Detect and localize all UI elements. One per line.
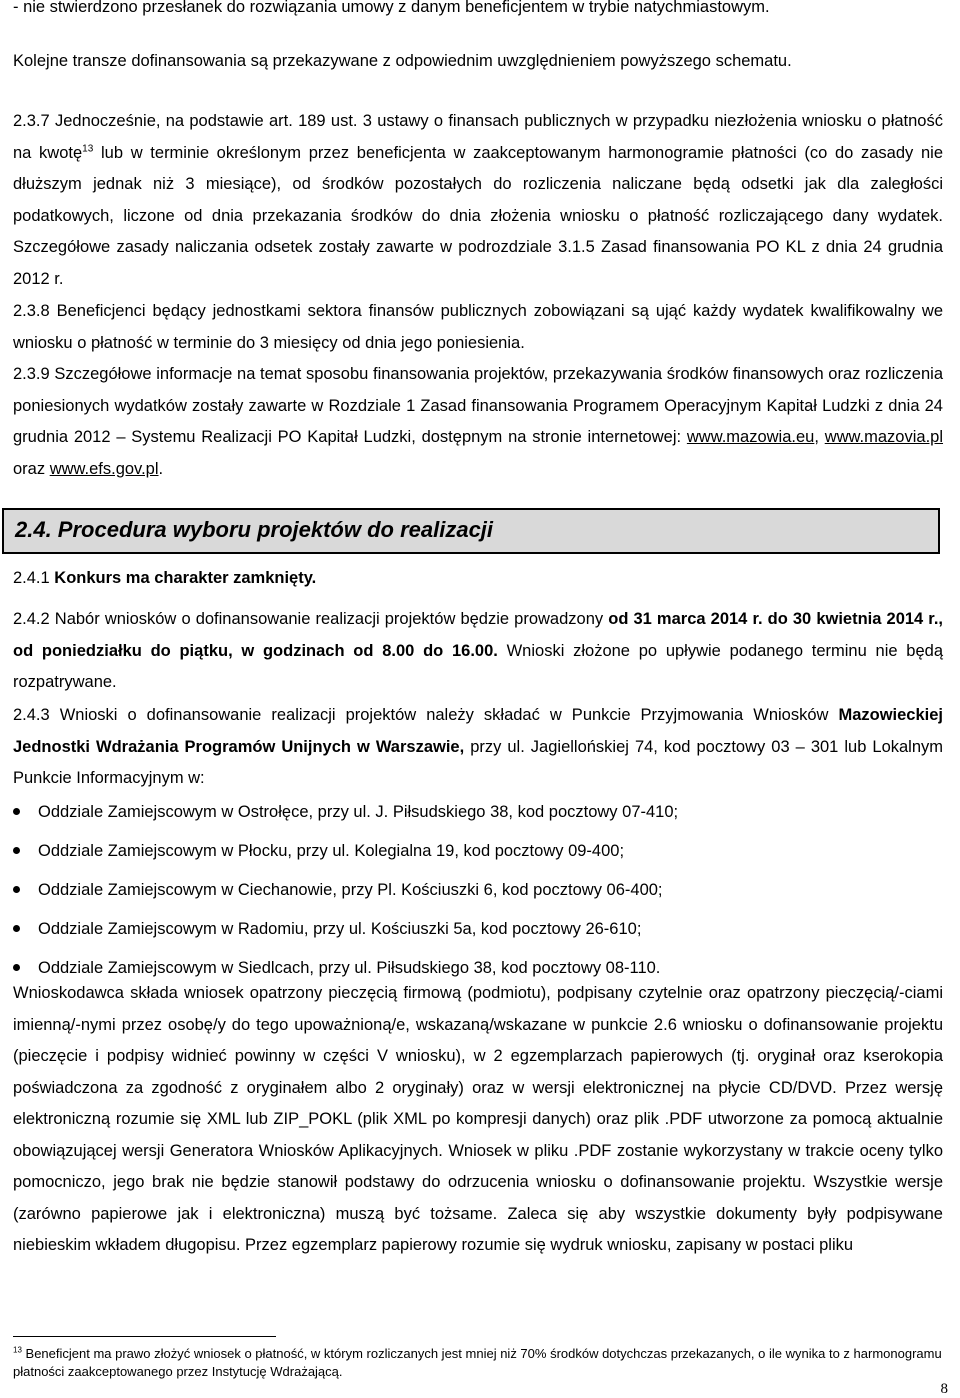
paragraph-2-4-2-part-b: Wnioski złożone po upływie podanego terminu nie będą rozpatrywane.	[13, 641, 943, 691]
paragraph-2-4-3-part-c: 301 lub Lokalnym Punkcie Informacyjnym w:	[13, 737, 944, 787]
separator: ,	[814, 428, 825, 446]
list-item-text: Oddziale Zamiejscowym w Ciechanowie, przy Pl. Kościuszki 6, kod pocztowy 06-400;	[38, 881, 663, 899]
list-item	[13, 871, 943, 910]
section-heading-box	[2, 508, 940, 554]
list-item	[13, 910, 943, 949]
paragraph-intro-bullet: - nie stwierdzono przesłanek do rozwiązania umowy z danym beneficjentem w trybie natychmiastowym.	[13, 0, 770, 16]
footnote-13	[13, 1345, 943, 1381]
dash: –	[116, 428, 126, 446]
paragraph-2-4-2-bold: od 31 marca 2014 r. do 30 kwietnia 2014 r., od poniedziałku do piątku, w godzinach od 8.00 do 16.00.	[13, 610, 943, 660]
period: .	[158, 459, 164, 478]
paragraph-2-3-8: 2.3.8 Beneficjenci będący jednostkami sektora finansów publicznych zobowiązani są ująć każdy wydatek kwalifikowalny we wniosku o płatność w terminie do 3 miesięcy od dnia jego poniesienia.	[13, 302, 943, 352]
bullet-dot-icon	[13, 847, 20, 854]
bullet-dot-icon	[13, 886, 20, 893]
bullet-dot-icon	[13, 808, 20, 815]
paragraph-2-3-7	[13, 106, 943, 295]
paragraph-transze: Kolejne transze dofinansowania są przekazywane z odpowiednim uwzględnieniem powyższego schematu.	[13, 52, 792, 70]
paragraph-wnioskodawca: Wnioskodawca składa wniosek opatrzony pieczęcią firmową (podmiotu), podpisany czytelnie oraz opatrzony pieczęcią/-ciami imienną/-nymi przez osobę/y do tego upoważnioną/e, wskazaną/wskazane w punkcie 2.6 wniosku o dofinansowanie projektu (pieczęcie i podpisy widnieć powinny w części V wniosku), w 2 egzemplarzach papierowych (tj. oryginał oraz kserokopia poświadczona za zgodność z oryginałem albo 2 oryginały) oraz w wersji elektronicznej na płycie CD/DVD. Przez wersję elektroniczną rozumie się XML lub ZIP_POKL (plik XML po kompresji danych) oraz plik .PDF utworzone za pomocą aktualnie obowiązującej wersji Generatora Wniosków Aplikacyjnych. Wniosek w pliku .PDF zostanie wykorzystany w trakcie oceny tylko pomocniczo, jego brak nie będzie stanowił podstawy do odrzucenia wniosku o dofinansowanie projektu. Wszystkie wersje (zarówno papierowe jak i elektroniczna) muszą być tożsame. Zaleca się aby wszystkie dokumenty były podpisywane niebieskim wkładem długopisu. Przez egzemplarz papierowy rozumie się wydruk wniosku, zapisany w postaci pliku	[13, 984, 943, 1254]
paragraph-2-3-9-part-a: 2.3.9 Szczegółowe informacje na temat sposobu finansowania projektów, przekazywania środków finansowych oraz rozliczenia poniesionych wydatków zostały zawarte w Rozdziale 1 Zasad finansowania Programem Operacyjnym Kapitał Ludzki z dnia 24 grudnia 2012	[13, 365, 943, 446]
paragraph-2-3-7-part-a: 2.3.7 Jednocześnie, na podstawie art. 189 ust. 3 ustawy o finansach publicznych w przypadku niezłożenia wniosku o płatność na kwotę	[13, 112, 943, 162]
paragraph-2-4-3	[13, 700, 943, 795]
footnote-ref-13[interactable]: 13	[82, 143, 94, 154]
paragraph-2-4-1-bold: Konkurs ma charakter zamknięty.	[54, 569, 317, 587]
paragraph-2-4-1-number: 2.4.1	[13, 569, 55, 587]
list-item-text: Oddziale Zamiejscowym w Płocku, przy ul. Kolegialna 19, kod pocztowy 09-400;	[38, 842, 625, 860]
bullet-dot-icon	[13, 964, 20, 971]
footnote-text: Beneficjent ma prawo złożyć wniosek o płatność, w którym rozliczanych jest mniej niż 70% środków dotychczas przekazanych, o ile wynika to z harmonogramu płatności zaakceptowanego przez Instytucję Wdrażającą.	[13, 1346, 942, 1379]
list-item-text: Oddziale Zamiejscowym w Siedlcach, przy ul. Piłsudskiego 38, kod pocztowy 08-110.	[38, 959, 661, 977]
paragraph-2-4-1	[13, 563, 943, 595]
link-efs-gov-pl[interactable]: www.efs.gov.pl	[49, 459, 159, 478]
paragraph-2-3-9	[13, 359, 943, 485]
list-item-text: Oddziale Zamiejscowym w Radomiu, przy ul. Kościuszki 5a, kod pocztowy 26-610;	[38, 920, 642, 938]
paragraph-2-4-2-part-a: 2.4.2 Nabór wniosków o dofinansowanie realizacji projektów będzie prowadzony	[13, 610, 609, 628]
separator: oraz	[13, 459, 50, 478]
footnote-number: 13	[13, 1345, 22, 1355]
paragraph-2-4-2	[13, 604, 943, 699]
paragraph-2-4-3-bold: Mazowieckiej Jednostki Wdrażania Programów Unijnych w Warszawie,	[13, 706, 943, 756]
section-heading: 2.4. Procedura wyboru projektów do realizacji	[15, 517, 494, 542]
bullet-dot-icon	[13, 925, 20, 932]
paragraph-2-3-7-part-b: lub w terminie określonym przez beneficjenta w zaakceptowanym harmonogramie płatności (co do zasady nie dłuższym jednak niż 3 miesiące), od środków pozostałych do rozliczenia naliczane będą odsetki jak dla zaległości podatkowych, liczone od dnia przekazania środków do dnia złożenia wniosku o płatność rozliczającego dany wydatek. Szczegółowe zasady naliczania odsetek zostały zawarte w podrozdziale 3.1.5 Zasad finansowania PO KL z dnia 24 grudnia 2012 r.	[13, 143, 943, 288]
paragraph-2-4-3-part-b: przy ul. Jagiellońskiej 74, kod pocztowy 03	[464, 737, 796, 756]
dash: –	[795, 737, 805, 756]
list-item	[13, 793, 943, 832]
paragraph-2-4-3-part-a: 2.4.3 Wnioski o dofinansowanie realizacji projektów należy składać w Punkcie Przyjmowania Wniosków	[13, 706, 839, 724]
link-mazowia-eu[interactable]: www.mazowia.eu	[686, 428, 815, 446]
list-item	[13, 832, 943, 871]
bullet-list-offices	[13, 793, 943, 988]
link-mazovia-pl[interactable]: www.mazovia.pl	[824, 428, 944, 446]
list-item-text: Oddziale Zamiejscowym w Ostrołęce, przy ul. J. Piłsudskiego 38, kod pocztowy 07-410;	[38, 803, 679, 821]
page-number: 8	[940, 1381, 948, 1397]
footnote-divider	[13, 1336, 276, 1337]
paragraph-2-3-9-part-b: Systemu Realizacji PO Kapitał Ludzki, dostępnym na stronie internetowej:	[125, 428, 687, 446]
